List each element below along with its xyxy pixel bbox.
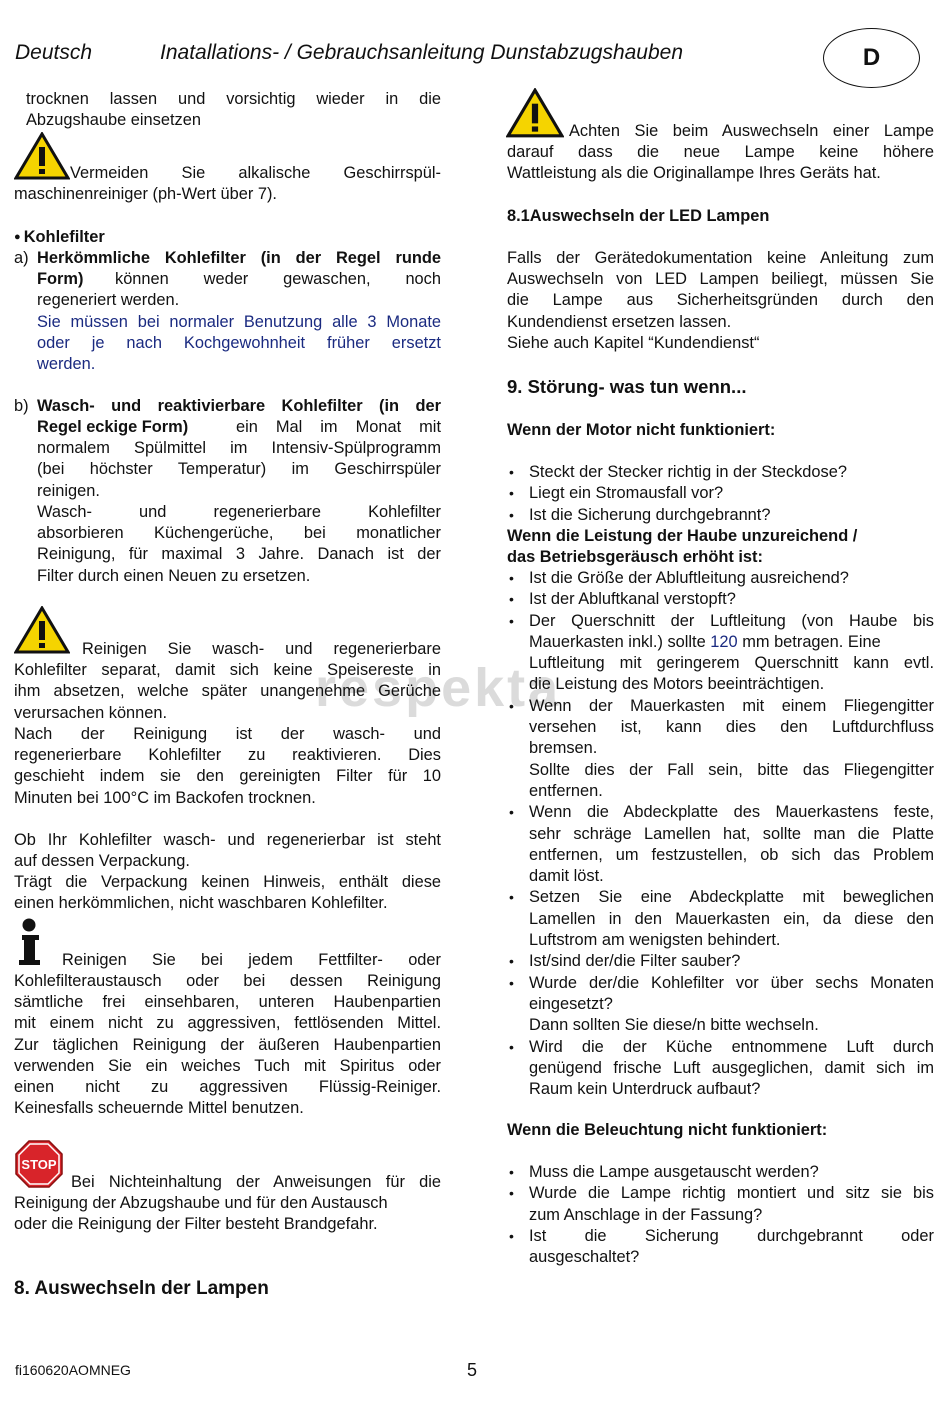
list-item-line: Lamellen in den Mauerkasten ein, da diese den (529, 909, 934, 928)
list-item-line: Sollte dies der Fall sein, bitte das Fliegengitter (529, 760, 934, 779)
list-item-text: Mauerkasten inkl.) sollte (529, 632, 711, 651)
info-line-3: sämtliche frei einsehbaren, unteren Haubenpartien (14, 993, 441, 1011)
info-line-5: Zur täglichen Reinigung der äußeren Haubenpartien (14, 1036, 441, 1054)
led-line-2: Auswechseln von LED Lampen beiliegt, müssen Sie (507, 270, 934, 288)
stop-line-1: Bei Nichteinhaltung der Anweisungen für die (71, 1173, 441, 1191)
list-item-line: • Wurde der/die Kohlefilter vor über sechs Monaten (529, 973, 934, 992)
beleuchtung-checklist (507, 1162, 934, 1268)
list-item (507, 802, 934, 887)
list-item (507, 1183, 934, 1226)
stop-sign-text: STOP (21, 1157, 57, 1172)
warning-1-line-1: Vermeiden Sie alkalische Geschirrspül- (70, 164, 441, 182)
item-b-line-4: (bei höchster Temperatur) im Geschirrspüler (37, 460, 441, 478)
item-a-blue-line-1: Sie müssen bei normaler Benutzung alle 3 Monate (37, 313, 441, 331)
list-item-line: entfernen, um festzustellen, ob sich das Problem (529, 845, 934, 864)
warning-icon (506, 88, 564, 138)
language-badge (823, 28, 920, 88)
item-b-line-8: Reinigung, für maximal 3 Jahre. Danach ist der (37, 545, 441, 563)
list-item-line: versehen ist, kann dies den Luftdurchfluss (529, 718, 934, 737)
list-item (507, 589, 934, 610)
item-b-marker: b) (14, 397, 29, 415)
document-title: Inatallations- / Gebrauchsanleitung Dunstabzugshauben (160, 41, 684, 64)
led-line-4: Kundendienst ersetzen lassen. (507, 313, 732, 331)
document-language: Deutsch (15, 41, 93, 64)
section-9-heading: 9. Störung- was tun wenn... (507, 376, 747, 397)
warning-icon (14, 606, 70, 654)
kohlefilter-title: Kohlefilter (23, 228, 105, 246)
info-line-4: mit einem nicht zu aggressiven, fettlösenden Mittel. (14, 1014, 441, 1032)
motor-checklist (507, 462, 934, 526)
kohlefilter-note-line-4: einen herkömmlichen, nicht waschbaren Kohlefilter. (14, 894, 388, 912)
item-b-line-2-bold: Regel eckige Form) (37, 418, 189, 436)
list-item-line: • Setzen Sie eine Abdeckplatte mit beweglichen (529, 888, 934, 907)
warning-2-line-6: regenerierbare Kohlefilter zu reaktivieren. Dies (14, 746, 441, 764)
info-line-1: Reinigen Sie bei jedem Fettfilter- oder (62, 951, 441, 969)
item-b-line-3: normalem Spülmittel im Intensiv-Spülprogramm (37, 439, 441, 457)
intro-line-1: trocknen lassen und vorsichtig wieder in die (26, 90, 441, 108)
warning-2-line-2: Kohlefilter separat, damit sich keine Speisereste in (14, 661, 441, 679)
list-item-line: Luftleitung mit geringerem Querschnitt kann evtl. (529, 654, 934, 673)
item-b-line-6: Wasch- und regenerierbare Kohlefilter (37, 503, 441, 521)
lamp-warning-line-3: Wattleistung als die Originallampe Ihres Geräts hat. (507, 164, 881, 182)
list-item-line: zum Anschlage in der Fassung? (529, 1205, 763, 1224)
item-b-line-1: Wasch- und reaktivierbare Kohlefilter (in der (37, 397, 441, 415)
list-item-line: eingesetzt? (529, 994, 613, 1013)
stop-line-2: Reinigung der Abzugshaube und für den Austausch (14, 1194, 388, 1212)
leistung-checklist (507, 568, 934, 1100)
leistung-heading-line-2: das Betriebsgeräusch erhöht ist: (507, 548, 763, 566)
warning-1-line-2: maschinenreiniger (ph-Wert über 7). (14, 185, 277, 203)
kohlefilter-heading: ● Kohlefilter (14, 228, 105, 246)
list-item (507, 611, 934, 696)
list-item-line: Dann sollten Sie diese/n bitte wechseln. (529, 1016, 819, 1035)
motor-heading: Wenn der Motor nicht funktioniert: (507, 421, 776, 439)
list-item-line: bremsen. (529, 739, 598, 758)
list-item: • Steckt der Stecker richtig in der Steckdose? (507, 462, 934, 483)
info-icon (16, 918, 42, 966)
list-item-line: • Der Querschnitt der Luftleitung (von Haube bis (529, 611, 934, 630)
list-item-line: die Leistung des Motors beeinträchtigen. (529, 675, 825, 694)
list-item (507, 1037, 934, 1101)
list-item-line (529, 632, 934, 653)
list-item-line: • Ist die Sicherung durchgebrannt oder (529, 1226, 934, 1245)
info-line-2: Kohlefilteraustausch oder bei dessen Reinigung (14, 972, 441, 990)
section-8-1-heading: 8.1Auswechseln der LED Lampen (507, 207, 770, 225)
kohlefilter-note-line-2: auf dessen Verpackung. (14, 852, 190, 870)
warning-2-line-1: Reinigen Sie wasch- und regenerierbare (82, 640, 441, 658)
page-number: 5 (467, 1360, 478, 1380)
info-line-7: einen nicht zu aggressiven Flüssig-Reiniger. (14, 1078, 441, 1096)
list-item-line: sehr schräge Lamellen hat, sollte man die Platte (529, 824, 934, 843)
list-item-line: • Wird die der Küche entnommene Luft durch (529, 1037, 934, 1056)
lamp-warning-line-2: darauf dass die neue Lampe keine höhere (507, 143, 934, 161)
leistung-heading-line-1: Wenn die Leistung der Haube unzureichend / (507, 527, 858, 545)
lamp-warning-line-1: Achten Sie beim Auswechseln einer Lampe (569, 122, 934, 140)
kohlefilter-note-line-1: Ob Ihr Kohlefilter wasch- und regenerierbar ist steht (14, 831, 441, 849)
item-a-blue-line-2: oder je nach Kochgewohnheit früher ersetzt (37, 334, 441, 352)
item-a-blue-line-3: werden. (37, 355, 96, 373)
item-a-marker: a) (14, 249, 29, 267)
list-item (507, 951, 934, 972)
list-item-line: Raum kein Unterdruck aufbaut? (529, 1080, 761, 1099)
intro-line-2: Abzugshaube einsetzen (26, 111, 201, 129)
list-item-line: entfernen. (529, 781, 603, 800)
list-item-text: Ist die Größe der Abluftleitung ausreichend? (529, 569, 849, 587)
list-item-line: • Wenn die Abdeckplatte des Mauerkastens feste, (529, 803, 934, 822)
warning-2-line-7: geschieht indem sie den gereinigten Filter für 10 (14, 767, 441, 785)
language-badge-label: D (862, 44, 881, 72)
list-item-line: ausgeschaltet? (529, 1248, 640, 1267)
list-item (507, 973, 934, 1037)
led-line-5: Siehe auch Kapitel “Kundendienst“ (507, 334, 760, 352)
led-line-1: Falls der Gerätedokumentation keine Anleitung zum (507, 249, 934, 267)
list-item-line: damit löst. (529, 867, 604, 886)
list-item (507, 568, 934, 589)
item-a-line-3: regeneriert werden. (37, 291, 180, 309)
warning-2-line-3: ihm absetzen, welche später unangenehme Gerüche (14, 682, 441, 700)
document-code: fi160620AOMNEG (15, 1362, 131, 1378)
stop-line-3: oder die Reinigung der Filter besteht Brandgefahr. (14, 1215, 378, 1233)
item-a-line-2-rest: können weder gewaschen, noch (115, 270, 441, 288)
kohlefilter-note-line-3: Trägt die Verpackung keinen Hinweis, enthält diese (14, 873, 441, 891)
list-item-text: mm betragen. Eine (737, 632, 881, 651)
list-item: • Liegt ein Stromausfall vor? (507, 483, 934, 504)
list-item-line: • Wenn der Mauerkasten mit einem Fliegengitter (529, 696, 934, 715)
list-item-text: Ist/sind der/die Filter sauber? (529, 952, 741, 971)
item-b-line-2-rest: ein Mal im Monat mit (236, 418, 441, 436)
info-line-8: Keinesfalls scheuernde Mittel benutzen. (14, 1099, 304, 1117)
item-a-line-2-bold: Form) (37, 270, 84, 288)
item-b-line-5: reinigen. (37, 482, 100, 500)
list-item (507, 887, 934, 951)
warning-2-line-4: verursachen können. (14, 704, 168, 722)
duct-diameter-value: 120 (710, 632, 738, 651)
stop-sign-icon (15, 1140, 63, 1188)
list-item-text: Ist der Abluftkanal verstopft? (529, 590, 736, 609)
list-item-text: Muss die Lampe ausgetauscht werden? (529, 1163, 819, 1181)
watermark: respekta (315, 658, 562, 718)
beleuchtung-heading: Wenn die Beleuchtung nicht funktioniert: (507, 1121, 828, 1139)
led-line-3: die Lampe aus Sicherheitsgründen durch den (507, 291, 934, 309)
list-item (507, 1226, 934, 1269)
item-b-line-7: absorbieren Küchengerüche, bei monatlicher (37, 524, 441, 542)
warning-2-line-5: Nach der Reinigung ist der wasch- und (14, 725, 441, 743)
item-a-line-1: Herkömmliche Kohlefilter (in der Regel runde (37, 249, 441, 267)
list-item-line: • Wurde die Lampe richtig montiert und sitz sie bis (529, 1184, 934, 1203)
list-item (507, 696, 934, 802)
info-line-6: verwenden Sie ein weiches Tuch mit Spiritus oder (14, 1057, 441, 1075)
section-8-heading: 8. Auswechseln der Lampen (14, 1278, 269, 1299)
list-item (507, 1162, 934, 1183)
warning-2-line-8: Minuten bei 100°C im Backofen trocknen. (14, 789, 316, 807)
list-item-line: Luftstrom am wenigsten behindert. (529, 931, 781, 950)
warning-icon (14, 132, 70, 180)
list-item-line: genügend frische Luft ausgeglichen, damit sich im (529, 1058, 934, 1077)
item-b-line-9: Filter durch einen Neuen zu ersetzen. (37, 567, 311, 585)
list-item: • Ist die Sicherung durchgebrannt? (507, 505, 934, 526)
